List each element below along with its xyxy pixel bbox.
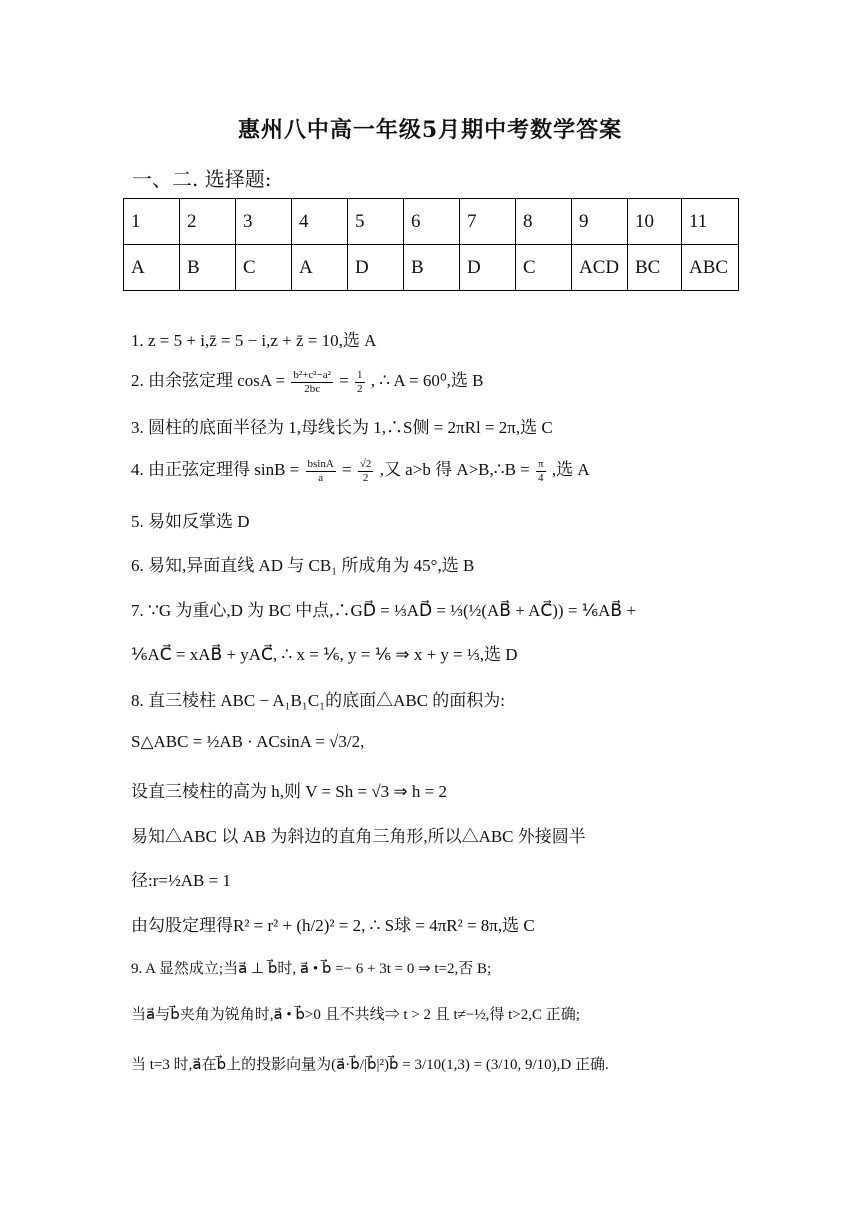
numerator: π <box>538 457 544 470</box>
solution-2 <box>131 366 483 396</box>
text: ,又 a>b 得 A>B,∴B = <box>379 460 530 479</box>
solution-8-line-1: 8. 直三棱柱 ABC − A₁B₁C₁的底面△ABC 的面积为: <box>131 691 506 710</box>
table-cell: D <box>460 245 516 291</box>
solution-4 <box>131 455 590 485</box>
text: 2. 由余弦定理 cosA = <box>131 371 286 390</box>
solution-5: 5. 易如反掌选 D <box>131 512 250 531</box>
fraction <box>306 458 336 485</box>
solution-8-line-4: 易知△ABC 以 AB 为斜边的直角三角形,所以△ABC 外接圆半 <box>131 827 586 846</box>
table-cell: 10 <box>628 199 682 245</box>
fraction <box>536 458 546 485</box>
table-cell: D <box>348 245 404 291</box>
table-cell: 4 <box>292 199 348 245</box>
solution-8-line-3: 设直三棱柱的高为 h,则 V = Sh = √3 ⇒ h = 2 <box>131 782 448 801</box>
denominator: 4 <box>538 471 544 484</box>
numerator: 1 <box>357 368 363 381</box>
table-cell: ACD <box>572 245 628 291</box>
fraction <box>291 369 333 396</box>
text: , ∴ A = 60⁰,选 B <box>370 371 484 390</box>
table-cell: B <box>404 245 460 291</box>
section-heading: 一、二. 选择题: <box>132 167 272 191</box>
table-cell: 2 <box>180 199 236 245</box>
fraction <box>355 369 365 396</box>
table-cell: 1 <box>124 199 180 245</box>
table-cell: ABC <box>682 245 739 291</box>
solution-9-line-1: 9. A 显然成立;当a⃗ ⊥ b⃗时, a⃗ • b⃗ =− 6 + 3t = 0 ⇒ t=2,否 B; <box>131 961 492 977</box>
numerator: √2 <box>359 457 372 470</box>
solution-7-line-1: 7. ∵G 为重心,D 为 BC 中点,∴GD⃗ = ⅓AD⃗ = ⅓(½(AB⃗ + AC⃗)) = ⅙AB⃗ + <box>131 601 636 620</box>
solution-8-line-5: 径:r=½AB = 1 <box>131 871 231 890</box>
solution-8-line-6: 由勾股定理得R² = r² + (h/2)² = 2, ∴ S球 = 4πR² = 8π,选 C <box>131 916 535 935</box>
solution-9-line-2: 当a⃗与b⃗夹角为锐角时,a⃗ • b⃗>0 且不共线⇒ t > 2 且 t≠−½,得 t>2,C 正确; <box>131 1007 580 1023</box>
text: 4. 由正弦定理得 sinB = <box>131 460 300 479</box>
denominator: a <box>318 471 324 484</box>
denominator: 2 <box>357 382 363 395</box>
table-cell: A <box>292 245 348 291</box>
table-cell: C <box>236 245 292 291</box>
solution-3: 3. 圆柱的底面半径为 1,母线长为 1,∴S侧 = 2πRl = 2π,选 C <box>131 418 553 437</box>
table-cell: C <box>516 245 572 291</box>
table-cell: 3 <box>236 199 292 245</box>
solution-7-line-2: ⅙AC⃗ = xAB⃗ + yAC⃗, ∴ x = ⅙, y = ⅙ ⇒ x + y = ⅓,选 D <box>131 645 518 664</box>
table-cell: 5 <box>348 199 404 245</box>
table-row-numbers <box>124 199 739 245</box>
numerator: b²+c²−a² <box>293 368 331 381</box>
table-cell: 11 <box>682 199 739 245</box>
solution-9-line-3: 当 t=3 时,a⃗在b⃗上的投影向量为(a⃗·b⃗/|b⃗|²)b⃗ = 3/10(1,3) = (3/10, 9/10),D 正确. <box>131 1057 609 1073</box>
table-cell: BC <box>628 245 682 291</box>
table-cell: 7 <box>460 199 516 245</box>
numerator: bsinA <box>307 457 334 470</box>
page-title: 惠州八中高一年级5月期中考数学答案 <box>237 117 623 143</box>
text: ,选 A <box>551 460 590 479</box>
table-cell: 9 <box>572 199 628 245</box>
table-cell: 6 <box>404 199 460 245</box>
table-cell: A <box>124 245 180 291</box>
table-row-answers <box>124 245 739 291</box>
fraction <box>358 458 374 485</box>
answer-table <box>123 198 739 291</box>
solution-8-line-2: S△ABC = ½AB · ACsinA = √3/2, <box>131 732 365 751</box>
table-cell: 8 <box>516 199 572 245</box>
solution-6: 6. 易知,异面直线 AD 与 CB₁ 所成角为 45°,选 B <box>131 556 475 575</box>
denominator: 2 <box>362 471 369 484</box>
text: = <box>339 371 349 390</box>
denominator: 2bc <box>304 382 321 395</box>
solution-1: 1. z = 5 + i,z̄ = 5 − i,z + z̄ = 10,选 A <box>131 331 377 350</box>
text: = <box>342 460 352 479</box>
table-cell: B <box>180 245 236 291</box>
